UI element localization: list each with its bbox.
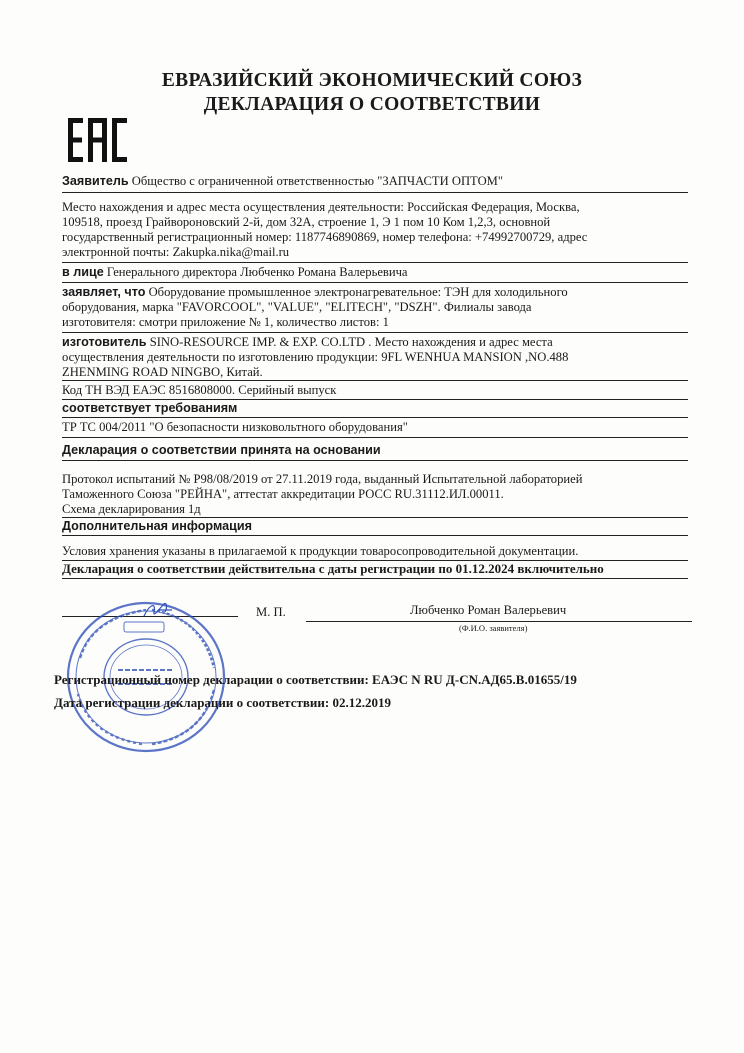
registration-date: Дата регистрации декларации о соответствии: 02.12.2019 [54,695,391,710]
manufacturer-text: SINO-RESOURCE IMP. & EXP. CO.LTD . Место нахождения и адрес места [146,335,553,349]
manufacturer-text: ZHENMING ROAD NINGBO, Китай. [62,365,263,379]
divider [62,417,688,418]
requirements-value: ТР ТС 004/2011 "О безопасности низковольтного оборудования" [62,420,408,434]
applicant-row [62,174,503,189]
applicant-address-line: государственный регистрационный номер: 1187746890869, номер телефона: +74992700729, адрес [62,230,588,244]
representative-value: Генерального директора Любченко Романа Валерьевича [103,265,408,279]
declares-text: оборудования, марка "FAVORCOOL", "VALUE", "ELITECH", "DSZH". Филиалы завода [62,300,532,314]
additional-value: Условия хранения указаны в прилагаемой к продукции товаросопроводительной документации. [62,544,579,558]
tnved-code: Код ТН ВЭД ЕАЭС 8516808000. Серийный выпуск [62,383,337,397]
manufacturer-row [62,335,553,350]
requirements-label: соответствует требованиям [62,401,238,415]
declares-text: Оборудование промышленное электронагревательное: ТЭН для холодильного [145,285,568,299]
additional-label: Дополнительная информация [62,519,252,533]
declares-row [62,285,568,300]
signatory-name: Любченко Роман Валерьевич [410,603,567,617]
representative-label: в лице [62,265,104,279]
divider [62,535,688,536]
divider [62,437,688,438]
name-line [306,621,692,622]
declares-label: заявляет, что [62,285,146,299]
basis-text: Схема декларирования 1д [62,502,201,516]
basis-label: Декларация о соответствии принята на основании [62,443,381,457]
divider [62,282,688,283]
divider [62,332,688,333]
eac-logo [66,116,128,164]
document-title: ДЕКЛАРАЦИЯ О СООТВЕТСТВИИ [203,94,541,115]
applicant-address-line: электронной почты: Zakupka.nika@mail.ru [62,245,290,259]
validity-statement: Декларация о соответствии действительна с даты регистрации по 01.12.2024 включительно [62,561,604,576]
applicant-address-line: Место нахождения и адрес места осуществления деятельности: Российская Федерация, Москва, [62,200,580,214]
representative-row [62,265,408,280]
manufacturer-label: изготовитель [62,335,147,349]
registration-number: Регистрационный номер декларации о соответствии: ЕАЭС N RU Д-CN.АД65.В.01655/19 [54,672,577,687]
union-title: ЕВРАЗИЙСКИЙ ЭКОНОМИЧЕСКИЙ СОЮЗ [161,70,583,91]
basis-text: Таможенного Союза "РЕЙНА", аттестат аккредитации РОСС RU.31112.ИЛ.00011. [62,487,504,501]
divider [62,517,688,518]
declares-text: изготовителя: смотри приложение № 1, количество листов: 1 [62,315,389,329]
divider [62,192,688,193]
applicant-label: Заявитель [62,174,129,188]
applicant-address-line: 109518, проезд Грайвороновский 2-й, дом 32А, строение 1, Э 1 пом 10 Ком 1,2,3, основной [62,215,551,229]
signatory-caption: (Ф.И.О. заявителя) [459,623,528,633]
basis-text: Протокол испытаний № Р98/08/2019 от 27.11.2019 года, выданный Испытательной лабораторией [62,472,583,486]
manufacturer-text: осуществления деятельности по изготовлению продукции: 9FL WENHUA MANSION ,NO.488 [62,350,569,364]
divider [62,262,688,263]
divider [62,460,688,461]
applicant-value: Общество с ограниченной ответственностью "ЗАПЧАСТИ ОПТОМ" [128,174,504,188]
seal-place-label: М. П. [256,605,286,619]
divider [62,399,688,400]
divider [62,380,688,381]
divider [62,578,688,579]
